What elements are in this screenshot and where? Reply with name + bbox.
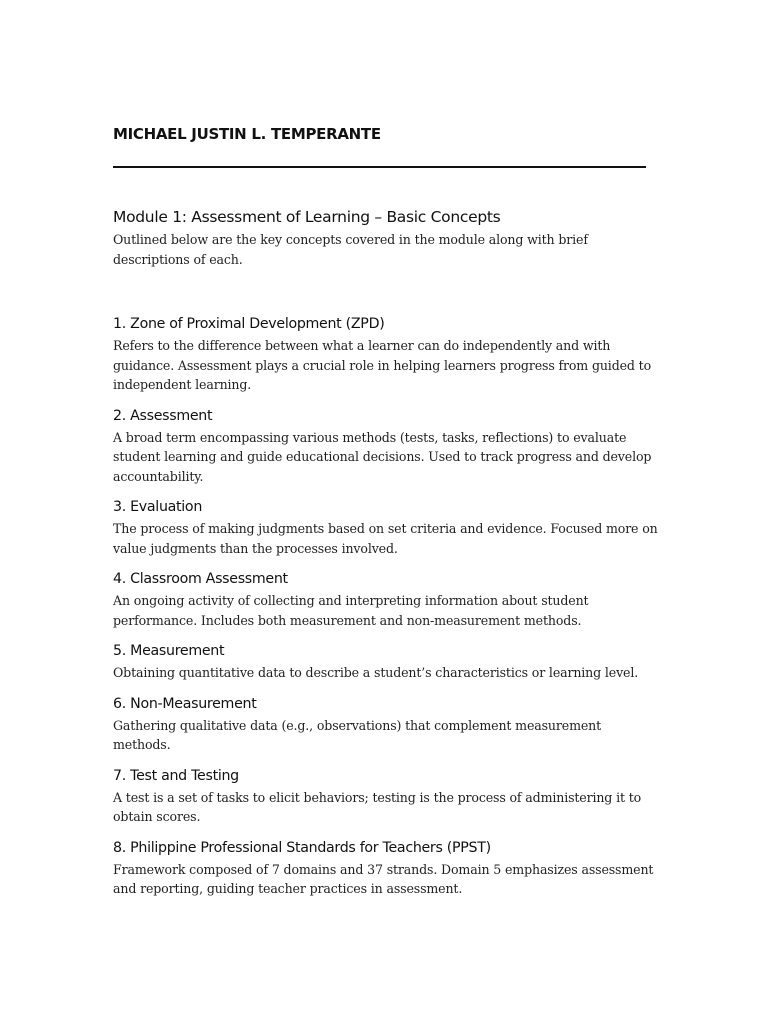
concept-heading: 3. Evaluation — [113, 499, 203, 515]
concept-heading: 6. Non-Measurement — [113, 695, 257, 712]
concept-item — [113, 839, 658, 899]
concept-item — [113, 407, 658, 487]
concept-item — [113, 642, 658, 683]
concept-item — [113, 498, 658, 558]
name-underline — [113, 166, 646, 168]
concept-heading: 5. Measurement — [113, 643, 225, 659]
concept-item — [113, 570, 658, 630]
document-body — [113, 207, 658, 911]
concept-heading: 7. Test and Testing — [113, 767, 239, 784]
concept-heading: 1. Zone of Proximal Development (ZPD) — [113, 316, 385, 332]
concept-heading: 8. Philippine Professional Standards for Teachers (PPST) — [113, 839, 491, 856]
concept-description: Framework composed of 7 domains and 37 strands. Domain 5 emphasizes assessment and reporting, guiding teacher practices in assessment. — [113, 861, 654, 896]
concept-description: Gathering qualitative data (e.g., observations) that complement measurement methods. — [113, 717, 602, 752]
concept-description: A test is a set of tasks to elicit behaviors; testing is the process of administering it to obtain scores. — [113, 789, 642, 824]
concept-list — [113, 315, 658, 899]
concept-heading: 2. Assessment — [113, 407, 213, 424]
concept-description: An ongoing activity of collecting and interpreting information about student performance. Includes both measurement and non-measurement methods. — [113, 593, 589, 628]
concept-item — [113, 315, 658, 395]
concept-description: Refers to the difference between what a learner can do independently and with guidance. Assessment plays a crucial role in helping learners progress from guided to independent learning. — [113, 338, 652, 392]
concept-description: The process of making judgments based on set criteria and evidence. Focused more on value judgments than the processes involved. — [113, 521, 658, 556]
concept-item — [113, 695, 658, 755]
author-name: MICHAEL JUSTIN L. TEMPERANTE — [113, 125, 381, 143]
concept-heading: 4. Classroom Assessment — [113, 571, 288, 587]
module-title: Module 1: Assessment of Learning – Basic Concepts — [113, 208, 501, 226]
intro-paragraph: Outlined below are the key concepts covered in the module along with brief descriptions of each. — [113, 232, 588, 267]
concept-description: A broad term encompassing various methods (tests, tasks, reflections) to evaluate student learning and guide educational decisions. Used to track progress and develop accountability. — [113, 429, 652, 484]
concept-item — [113, 767, 658, 827]
concept-description: Obtaining quantitative data to describe a student’s characteristics or learning level. — [113, 665, 639, 680]
